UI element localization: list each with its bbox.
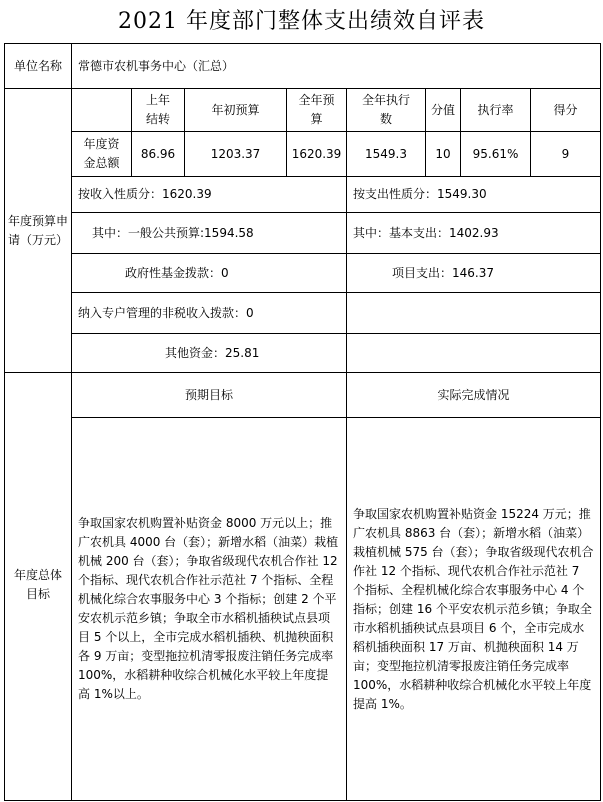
header-score: 得分 [553, 102, 578, 117]
by-income: 按收入性质分：1620.39 [78, 187, 212, 201]
actual-result-text: 争取国家农机购置补贴资金 15224 万元；推广农机具 8863 台（套）；新增水稻（油菜）栽植机械 575 台（套）；争取省级现代农机合作社 12 个指标、现代农机合作社示范社 7 个指标、全程机械化综合农事服务中心 4 个指标；创建 16 个平安农机示范乡镇；争取全市水稻机插秧试点县项目 6 个，全市完成水稻机插秧面积 17 万亩、机抛秧面积 14 万亩；变型拖拉机清零报废注销任务完成率 100%，水稻耕种收综合机械化水平较上年度提高 1%。 [353, 506, 594, 711]
budget-section-label: 年度预算申请（万元） [8, 213, 69, 247]
unit-name: 常德市农机事务中心（汇总） [78, 58, 235, 73]
header-exec-rate: 执行率 [477, 102, 514, 117]
border-left [4, 43, 5, 801]
border-bottom [4, 800, 601, 801]
by-expense: 按支出性质分：1549.30 [353, 187, 487, 201]
general-public-budget: 其中：一般公共预算:1594.58 [92, 225, 254, 240]
total-executed: 1549.3 [365, 146, 407, 161]
header-initial: 年初预算 [211, 102, 260, 117]
header-carryover: 上年结转 [145, 93, 170, 126]
header-score-value: 分值 [431, 102, 456, 117]
expected-goal-text-cell [72, 418, 346, 800]
expected-goal-header: 预期目标 [184, 387, 233, 402]
border-right [600, 43, 601, 801]
unit-label: 单位名称 [13, 58, 62, 73]
total-score-value: 10 [435, 146, 451, 161]
actual-result-header: 实际完成情况 [437, 387, 510, 402]
nontax-funds: 纳入专户管理的非税收入拨款：0 [78, 305, 254, 320]
total-initial: 1203.37 [210, 146, 261, 161]
gov-fund: 政府性基金拨款：0 [125, 265, 229, 280]
other-funds: 其他资金：25.81 [165, 345, 260, 360]
total-exec-rate: 95.61% [472, 146, 519, 161]
header-annual: 全年预算 [298, 93, 335, 126]
project-expense: 项目支出：146.37 [392, 265, 494, 280]
total-row-label: 年度资金总额 [83, 137, 120, 170]
actual-result-text-cell [347, 418, 600, 800]
page-title: 2021 年度部门整体支出绩效自评表 [118, 9, 485, 34]
expected-goal-text: 争取国家农机购置补贴资金 8000 万元以上；推广农机具 4000 台（套）；新增水稻（油菜）栽植机械 200 台（套）；争取省级现代农机合作社 12 个指标、现代农机合作社示范社 7 个指标、全程机械化综合农事服务中心 3 个指标；创建 2 个平安农机示范乡镇；争取全市水稻机插秧试点县项目 5 个以上，全市完成水稻机插秧、机抛秧面积各 9 万亩；变型拖拉机清零报废注销任务完成率 100%，水稻耕种收综合机械化水平较上年度提高 1%以上。 [78, 516, 339, 701]
header-executed: 全年执行数 [361, 93, 410, 126]
total-score: 9 [561, 146, 570, 161]
goals-section-label: 年度总体目标 [14, 568, 63, 601]
basic-expense: 其中：基本支出：1402.93 [353, 225, 499, 240]
total-carryover: 86.96 [140, 146, 176, 161]
total-annual: 1620.39 [291, 146, 342, 161]
